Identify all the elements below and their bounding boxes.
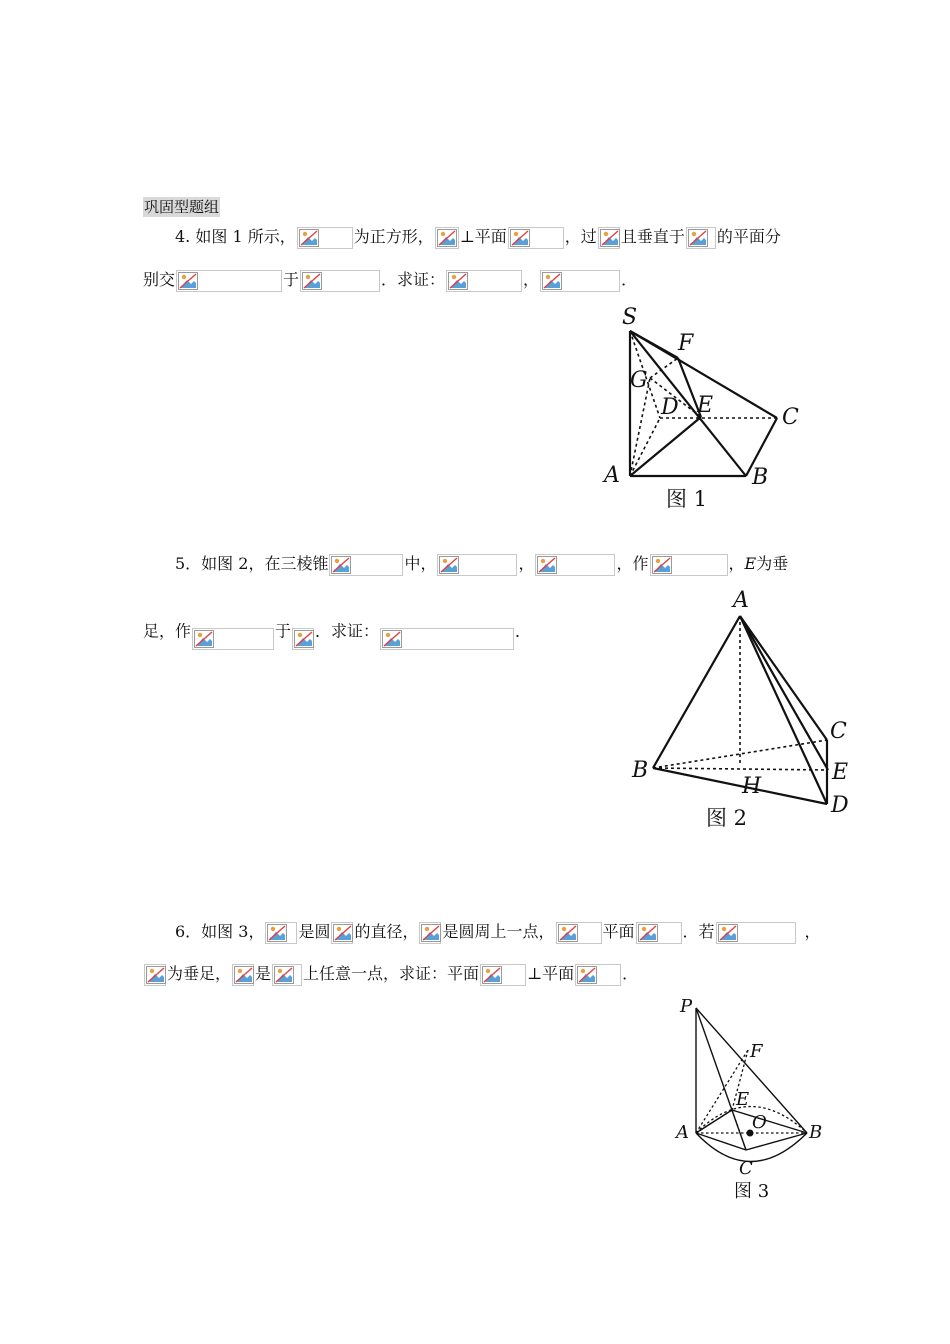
q4-text: ⊥平面 <box>459 227 507 246</box>
label-G: G <box>630 368 648 393</box>
label-S: S <box>622 305 638 330</box>
broken-image-icon <box>294 630 314 648</box>
broken-image-icon <box>718 924 738 942</box>
label-F: F <box>678 331 694 356</box>
broken-image-icon <box>194 630 214 648</box>
q6-text: 平面 <box>602 922 635 941</box>
broken-image-icon <box>234 966 254 984</box>
broken-image-icon <box>652 556 672 574</box>
formula-image-placeholder <box>300 270 380 292</box>
label-E: E <box>736 1089 750 1110</box>
label-C: C <box>739 1158 753 1179</box>
formula-image-placeholder <box>650 554 728 576</box>
q4-text: 4. 如图 1 所示， <box>175 227 296 246</box>
formula-image-placeholder <box>437 554 517 576</box>
label-C: C <box>782 405 799 430</box>
formula-image-placeholder <box>575 964 621 986</box>
q4-text: 且垂直于 <box>620 227 685 246</box>
label-H: H <box>742 774 762 799</box>
figure-2-caption: 图 2 <box>706 806 748 830</box>
label-B: B <box>632 758 649 783</box>
q6-text: 上任意一点，求证：平面 <box>303 964 480 983</box>
label-D: D <box>831 793 849 818</box>
label-A: A <box>676 1122 689 1143</box>
figure-3-caption: 图 3 <box>734 1181 770 1202</box>
q6-line-2 <box>143 962 638 986</box>
q5-text: ．求证： <box>315 621 380 641</box>
q4-line-2 <box>143 268 637 292</box>
q6-text: 的直径， <box>354 922 419 941</box>
broken-image-icon <box>439 556 459 574</box>
formula-image-placeholder <box>435 227 459 249</box>
formula-image-placeholder <box>292 628 314 650</box>
q6-text: ．若 <box>682 922 715 941</box>
formula-image-placeholder <box>329 554 403 576</box>
q6-text: ， <box>804 922 821 941</box>
q5-text: ，作 <box>616 554 649 573</box>
formula-image-placeholder <box>480 964 526 986</box>
broken-image-icon <box>302 272 322 290</box>
broken-image-icon <box>558 924 578 942</box>
q5-text: 足，作 <box>143 621 192 641</box>
formula-image-placeholder <box>535 554 615 576</box>
q4-text: ， <box>523 270 540 289</box>
q5-text: 为垂 <box>756 554 789 573</box>
q5-text: 5．如图 2，在三棱锥 <box>175 554 329 573</box>
broken-image-icon <box>510 229 530 247</box>
q5-line-2 <box>143 614 531 650</box>
broken-image-icon <box>382 630 402 648</box>
broken-image-icon <box>331 556 351 574</box>
formula-image-placeholder <box>144 964 166 986</box>
q5-text: ， <box>728 554 745 573</box>
q4-text: ． <box>621 270 638 289</box>
label-C: C <box>830 719 847 744</box>
broken-image-icon <box>537 556 557 574</box>
formula-image-placeholder <box>508 227 564 249</box>
figure-2 <box>628 585 853 835</box>
q6-text: 为垂足， <box>167 964 232 983</box>
formula-image-placeholder <box>380 628 514 650</box>
formula-image-placeholder <box>331 922 353 944</box>
formula-image-placeholder <box>686 227 716 249</box>
formula-image-placeholder <box>176 270 282 292</box>
formula-image-placeholder <box>297 227 353 249</box>
q5-text: 于 <box>275 621 292 641</box>
q4-text: 的平面分 <box>716 227 781 246</box>
label-E: E <box>697 393 714 418</box>
broken-image-icon <box>274 966 294 984</box>
q6-text: 6．如图 3， <box>175 922 265 941</box>
q5-text: E <box>744 554 757 573</box>
q6-text: ． <box>622 964 639 983</box>
broken-image-icon <box>299 229 319 247</box>
figure-1 <box>598 300 808 515</box>
q4-line-1 <box>175 225 781 249</box>
formula-image-placeholder <box>232 964 254 986</box>
label-O: O <box>752 1112 767 1133</box>
formula-image-placeholder <box>716 922 796 944</box>
formula-image-placeholder <box>540 270 620 292</box>
q4-text: 于 <box>283 270 300 289</box>
q6-line-1 <box>175 920 821 944</box>
formula-image-placeholder <box>556 922 602 944</box>
q5-text: ． <box>515 621 532 641</box>
broken-image-icon <box>688 229 708 247</box>
label-A: A <box>733 588 749 613</box>
q5-text: ， <box>518 554 535 573</box>
q4-text: 别交 <box>143 270 176 289</box>
q4-text: 为正方形， <box>353 227 434 246</box>
broken-image-icon <box>482 966 502 984</box>
figure-3 <box>670 990 835 1205</box>
label-E: E <box>832 760 849 785</box>
formula-image-placeholder <box>265 922 297 944</box>
broken-image-icon <box>542 272 562 290</box>
q4-text: ．求证： <box>381 270 446 289</box>
broken-image-icon <box>421 924 441 942</box>
broken-image-icon <box>638 924 658 942</box>
formula-image-placeholder <box>446 270 522 292</box>
broken-image-icon <box>146 966 166 984</box>
broken-image-icon <box>178 272 198 290</box>
q5-line-1 <box>175 552 788 576</box>
label-D: D <box>661 395 679 420</box>
formula-image-placeholder <box>419 922 441 944</box>
q5-text: 中， <box>404 554 437 573</box>
figure-1-caption: 图 1 <box>666 487 708 511</box>
broken-image-icon <box>333 924 353 942</box>
formula-image-placeholder <box>272 964 302 986</box>
broken-image-icon <box>448 272 468 290</box>
label-F: F <box>750 1041 763 1062</box>
q6-text: ⊥平面 <box>527 964 575 983</box>
broken-image-icon <box>267 924 287 942</box>
q4-text: ，过 <box>564 227 597 246</box>
label-B: B <box>809 1122 823 1143</box>
label-A: A <box>604 463 620 488</box>
broken-image-icon <box>437 229 457 247</box>
q6-text: 是 <box>255 964 272 983</box>
label-B: B <box>752 465 769 490</box>
q6-text: 是圆 <box>298 922 331 941</box>
label-P: P <box>680 996 693 1017</box>
formula-image-placeholder <box>598 227 620 249</box>
q6-text: 是圆周上一点， <box>442 922 555 941</box>
formula-image-placeholder <box>192 628 274 650</box>
broken-image-icon <box>577 966 597 984</box>
broken-image-icon <box>600 229 620 247</box>
section-heading: 巩固型题组 <box>144 198 220 216</box>
formula-image-placeholder <box>636 922 682 944</box>
